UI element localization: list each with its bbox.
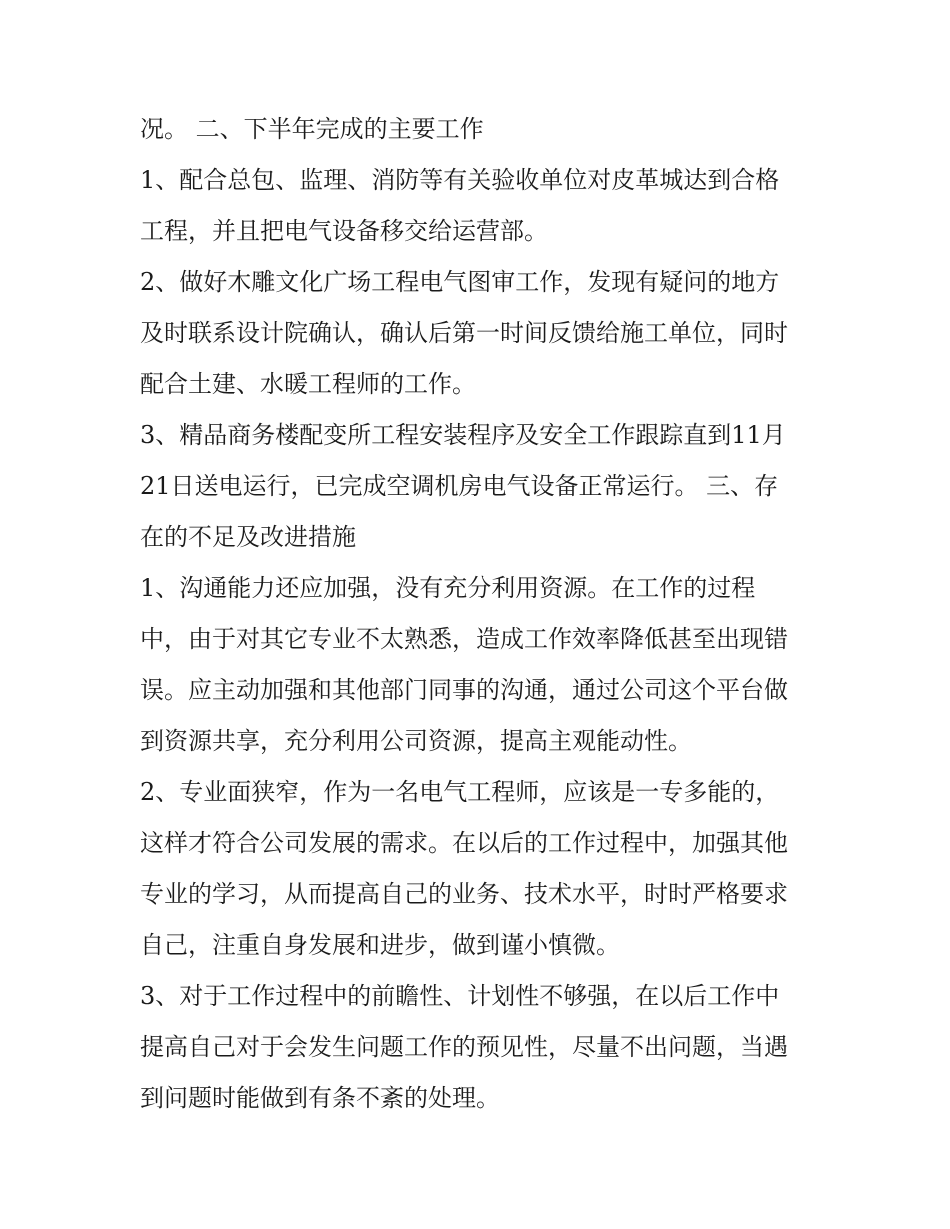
text-line: 2、专业面狭窄，作为一名电气工程师，应该是一专多能的，: [140, 778, 780, 806]
text-line: 工程，并且把电气设备移交给运营部。: [140, 217, 548, 245]
text-line: 21日送电运行，已完成空调机房电气设备正常运行。 三、存: [140, 472, 779, 500]
text-line: 自己，注重自身发展和进步，做到谨小慎微。: [140, 931, 620, 959]
text-line: 3、精品商务楼配变所工程安装程序及安全工作跟踪直到11月: [140, 421, 786, 449]
text-line: 配合土建、水暖工程师的工作。: [140, 370, 476, 398]
text-line: 及时联系设计院确认，确认后第一时间反馈给施工单位，同时: [140, 319, 788, 347]
text-line: 况。 二、下半年完成的主要工作: [140, 115, 484, 143]
text-line: 1、沟通能力还应加强，没有充分利用资源。在工作的过程: [140, 574, 756, 602]
text-line: 到资源共享，充分利用公司资源，提高主观能动性。: [140, 727, 692, 755]
text-line: 2、做好木雕文化广场工程电气图审工作，发现有疑问的地方: [140, 268, 780, 296]
text-line: 中，由于对其它专业不太熟悉，造成工作效率降低甚至出现错: [140, 625, 788, 653]
text-line: 专业的学习，从而提高自己的业务、技术水平，时时严格要求: [140, 880, 788, 908]
text-line: 在的不足及改进措施: [140, 523, 356, 551]
text-line: 3、对于工作过程中的前瞻性、计划性不够强，在以后工作中: [140, 982, 780, 1010]
document-body: [140, 104, 820, 1124]
text-line: 提高自己对于会发生问题工作的预见性，尽量不出问题，当遇: [140, 1033, 788, 1061]
text-line: 这样才符合公司发展的需求。在以后的工作过程中，加强其他: [140, 829, 788, 857]
text-line: 误。应主动加强和其他部门同事的沟通，通过公司这个平台做: [140, 676, 788, 704]
text-line: 到问题时能做到有条不紊的处理。: [140, 1084, 500, 1112]
text-line: 1、配合总包、监理、消防等有关验收单位对皮革城达到合格: [140, 166, 780, 194]
